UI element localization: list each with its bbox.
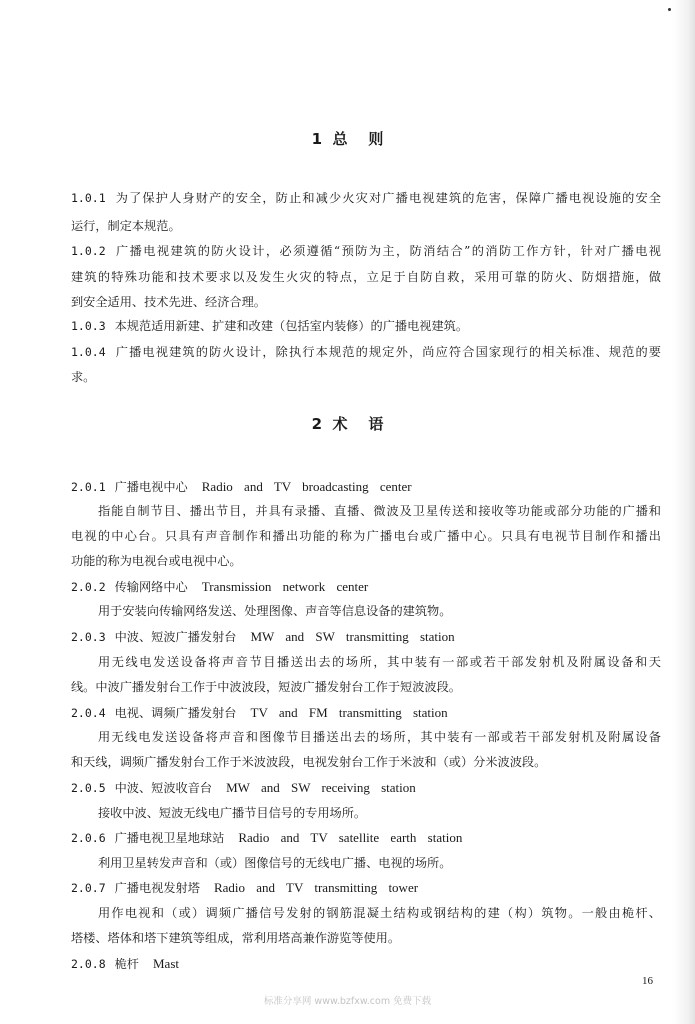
term-2-0-1-def-line-2: 电视的中心台。只具有声音制作和播出功能的称为广播电台或广播中心。只具有电视节目制作和播出	[71, 529, 661, 543]
term-2-0-5-def-line-1: 接收中波、短波无线电广播节目信号的专用场所。	[98, 806, 367, 820]
watermark: 标准分享网 www.bzfxw.com 免费下载	[263, 996, 432, 1007]
scan-speck	[668, 8, 671, 11]
clause-1-0-4-line-2: 求。	[71, 370, 96, 384]
term-2-0-1-heading: 2.0.1 广播电视中心 Radio and TV broadcasting center	[71, 479, 412, 494]
clause-number: 1.0.2	[71, 244, 106, 258]
term-2-0-8-heading: 2.0.8 桅杆 Mast	[71, 956, 179, 971]
clause-1-0-2-line-2: 建筑的特殊功能和技术要求以及发生火灾的特点，立足于自防自救，采用可靠的防火、防烟措施，做	[71, 270, 661, 284]
chapter-1-title: 1 总 则	[311, 130, 384, 148]
term-2-0-3-def-line-2: 线。中波广播发射台工作于中波波段，短波广播发射台工作于短波波段。	[71, 680, 461, 694]
term-2-0-5-heading: 2.0.5 中波、短波收音台 MW and SW receiving station	[71, 780, 416, 795]
term-2-0-4-def-line-2: 和天线，调频广播发射台工作于米波波段，电视发射台工作于米波和（或）分米波波段。	[71, 755, 547, 769]
clause-1-0-3-line-1: 1.0.3 本规范适用新建、扩建和改建（包括室内装修）的广播电视建筑。	[71, 319, 469, 333]
clause-number: 1.0.4	[71, 345, 106, 359]
term-2-0-7-heading: 2.0.7 广播电视发射塔 Radio and TV transmitting tower	[71, 880, 419, 895]
term-2-0-7-def-line-2: 塔楼、塔体和塔下建筑等组成，常利用塔高兼作游览等使用。	[71, 931, 401, 945]
clause-1-0-1-line-2: 运行，制定本规范。	[71, 219, 181, 233]
chapter-2-title: 2 术 语	[311, 415, 384, 433]
term-2-0-7-def-line-1: 用作电视和（或）调频广播信号发射的钢筋混凝土结构或钢结构的建（构）筑物。一般由桅杆、	[98, 906, 661, 920]
term-2-0-1-def-line-3: 功能的称为电视台或电视中心。	[71, 554, 242, 568]
term-2-0-6-def-line-1: 利用卫星转发声音和（或）图像信号的无线电广播、电视的场所。	[98, 856, 452, 870]
term-2-0-4-heading: 2.0.4 电视、调频广播发射台 TV and FM transmitting station	[71, 705, 448, 720]
term-2-0-6-heading: 2.0.6 广播电视卫星地球站 Radio and TV satellite earth station	[71, 830, 463, 845]
clause-1-0-1-line-1: 1.0.1 为了保护人身财产的安全，防止和减少火灾对广播电视建筑的危害，保障广播电视设施的安全	[71, 191, 661, 205]
term-2-0-3-def-line-1: 用无线电发送设备将声音节目播送出去的场所，其中装有一部或若干部发射机及附属设备和天	[98, 655, 661, 669]
term-2-0-4-def-line-1: 用无线电发送设备将声音和图像节目播送出去的场所，其中装有一部或若干部发射机及附属设备	[98, 730, 661, 744]
clause-number: 1.0.3	[71, 319, 106, 333]
clause-number: 1.0.1	[71, 191, 106, 205]
page-number: 16	[642, 975, 653, 987]
term-2-0-2-heading: 2.0.2 传输网络中心 Transmission network center	[71, 579, 369, 594]
term-2-0-3-heading: 2.0.3 中波、短波广播发射台 MW and SW transmitting station	[71, 629, 455, 644]
term-2-0-2-def-line-1: 用于安装向传输网络发送、处理图像、声音等信息设备的建筑物。	[98, 604, 452, 618]
clause-1-0-4-line-1: 1.0.4 广播电视建筑的防火设计，除执行本规范的规定外，尚应符合国家现行的相关标准、规范的要	[71, 345, 661, 359]
term-2-0-1-def-line-1: 指能自制节目、播出节目，并具有录播、直播、微波及卫星传送和接收等功能或部分功能的广播和	[98, 504, 661, 518]
clause-1-0-2-line-1: 1.0.2 广播电视建筑的防火设计，必须遵循“预防为主，防消结合”的消防工作方针，针对广播电视	[71, 244, 661, 258]
clause-1-0-2-line-3: 到安全适用、技术先进、经济合理。	[71, 295, 266, 309]
